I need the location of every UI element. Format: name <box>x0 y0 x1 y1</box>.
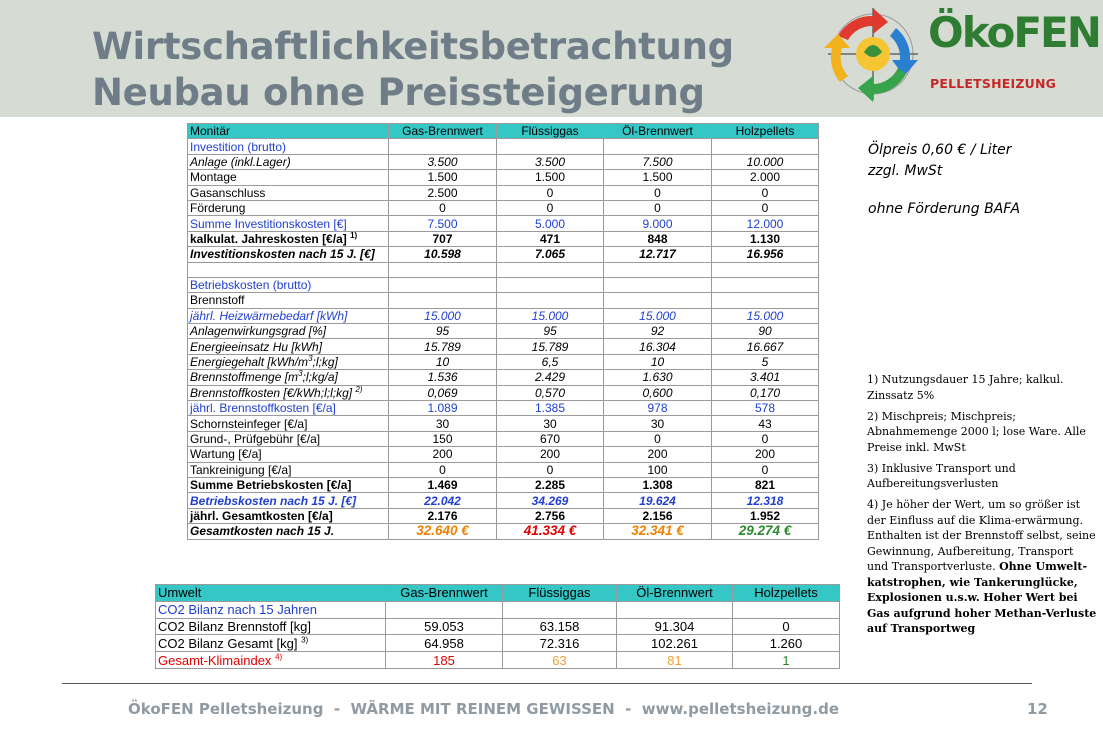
cell-value: 12.717 <box>604 247 712 262</box>
table-header-row <box>188 124 819 139</box>
table-row <box>188 385 819 400</box>
cell-value: 2.756 <box>497 508 604 523</box>
table-row <box>188 493 819 508</box>
row-label: Montage <box>188 170 389 185</box>
cell-value: 59.053 <box>386 618 503 635</box>
cell-value: 16.956 <box>712 247 819 262</box>
cell-value: 3.401 <box>712 370 819 385</box>
cell-value: 10 <box>604 354 712 369</box>
cell-value: 2.429 <box>497 370 604 385</box>
table-row <box>156 652 840 669</box>
row-label: jährl. Brennstoffkosten [€/a] <box>188 401 389 416</box>
cell-value: 0 <box>604 200 712 215</box>
cell-value: 5.000 <box>497 216 604 231</box>
column-header: Holzpellets <box>712 124 819 139</box>
table-row <box>188 262 819 277</box>
slide-title <box>92 24 734 116</box>
row-label: Anlage (inkl.Lager) <box>188 154 389 169</box>
cell-value: 0 <box>497 462 604 477</box>
cell-value: 15.000 <box>497 308 604 323</box>
cell-value: 12.318 <box>712 493 819 508</box>
column-header: Gas-Brennwert <box>386 585 503 602</box>
cell-value: 90 <box>712 324 819 339</box>
cell-value: 0 <box>712 200 819 215</box>
cell-value: 7.500 <box>604 154 712 169</box>
table-row <box>188 354 819 369</box>
table-row <box>188 416 819 431</box>
cell-value: 64.958 <box>386 635 503 652</box>
footnotes <box>867 372 1097 642</box>
cell-value: 200 <box>389 447 497 462</box>
cell-value: 0,069 <box>389 385 497 400</box>
row-label: Summe Betriebskosten [€/a] <box>188 477 389 492</box>
column-header: Flüssiggas <box>503 585 617 602</box>
cell-value: 41.334 € <box>497 524 604 539</box>
row-label: Investitionskosten nach 15 J. [€] <box>188 247 389 262</box>
cell-value: 1.260 <box>733 635 840 652</box>
cell-value: 0,570 <box>497 385 604 400</box>
section-label: Betriebskosten (brutto) <box>188 277 389 292</box>
cell-value: 32.640 € <box>389 524 497 539</box>
table-row <box>188 277 819 292</box>
cell-value: 9.000 <box>604 216 712 231</box>
cell-value: 1.500 <box>604 170 712 185</box>
cell-value: 578 <box>712 401 819 416</box>
row-label: Wartung [€/a] <box>188 447 389 462</box>
row-label: Förderung <box>188 200 389 215</box>
cell-value: 0 <box>712 185 819 200</box>
row-label: Anlagenwirkungsgrad [%] <box>188 324 389 339</box>
row-label: CO2 Bilanz Gesamt [kg] $^{3)}$ <box>156 635 386 652</box>
table-row <box>188 339 819 354</box>
cell-value: 92 <box>604 324 712 339</box>
cell-value: 34.269 <box>497 493 604 508</box>
cell-value: 1.385 <box>497 401 604 416</box>
cell-value: 30 <box>604 416 712 431</box>
table-row <box>188 508 819 523</box>
table-row <box>188 477 819 492</box>
cell-value: 19.624 <box>604 493 712 508</box>
bafa-note: ohne Förderung BAFA <box>868 201 1021 217</box>
footnote-3: 3) Inklusive Transport und Aufbereitungsverlusten <box>867 461 1016 490</box>
cell-value: 0 <box>604 431 712 446</box>
table-row <box>156 601 840 618</box>
cell-value: 0 <box>389 200 497 215</box>
row-label: Tankreinigung [€/a] <box>188 462 389 477</box>
cell-value: 150 <box>389 431 497 446</box>
cell-value: 0,600 <box>604 385 712 400</box>
cell-value: 29.274 € <box>712 524 819 539</box>
cell-value: 30 <box>389 416 497 431</box>
table-row <box>188 293 819 308</box>
cell-value: 2.176 <box>389 508 497 523</box>
cell-value: 848 <box>604 231 712 246</box>
footer-text: ÖkoFEN Pelletsheizung - WÄRME MIT REINEM GEWISSEN - www.pelletsheizung.de <box>128 700 840 718</box>
economic-table <box>187 123 819 540</box>
cell-value: 10 <box>389 354 497 369</box>
footer-divider <box>62 683 1032 684</box>
cell-value: 95 <box>497 324 604 339</box>
row-label: Gasanschluss <box>188 185 389 200</box>
cell-value: 12.000 <box>712 216 819 231</box>
cell-value: 5 <box>712 354 819 369</box>
table-header-row <box>156 585 840 602</box>
note-line: zzgl. MwSt <box>868 163 943 179</box>
logo-subtitle: PELLETSHEIZUNG <box>930 76 1057 91</box>
cell-value: 1.130 <box>712 231 819 246</box>
footnote-2: 2) Mischpreis; Mischpreis; Abnahmemenge 2000 l; lose Ware. Alle Preise inkl. MwSt <box>867 409 1086 454</box>
cell-value: 200 <box>604 447 712 462</box>
row-label: Gesamtkosten nach 15 J. <box>188 524 389 539</box>
table-row <box>156 618 840 635</box>
row-label: jährl. Heizwärmebedarf [kWh] <box>188 308 389 323</box>
footnote-1: 1) Nutzungsdauer 15 Jahre; kalkul. Zinssatz 5% <box>867 373 1064 402</box>
table-row <box>188 324 819 339</box>
cell-value: 0 <box>604 185 712 200</box>
row-label: kalkulat. Jahreskosten [€/a] $^{1)}$ <box>188 231 389 246</box>
row-label: Brennstoffkosten [€/kWh;l;l;kg] $^{2)}$ <box>188 385 389 400</box>
row-label: Energiegehalt $[kWh/m^3;l;kg]$ <box>188 354 389 369</box>
cell-value: 95 <box>389 324 497 339</box>
environment-table <box>155 584 840 669</box>
cell-value: 1.500 <box>389 170 497 185</box>
cell-value: 1.500 <box>497 170 604 185</box>
cell-value: 0 <box>712 431 819 446</box>
row-label: Gesamt-Klimaindex $^{4)}$ <box>156 652 386 669</box>
page-number: 12 <box>1027 700 1048 718</box>
title-line-2: Neubau ohne Preissteigerung <box>92 71 705 114</box>
cell-value: 821 <box>712 477 819 492</box>
row-label: jährl. Gesamtkosten [€/a] <box>188 508 389 523</box>
cell-value: 102.261 <box>617 635 733 652</box>
cell-value: 471 <box>497 231 604 246</box>
table-row <box>188 216 819 231</box>
cell-value: 3.500 <box>497 154 604 169</box>
cell-value: 1.469 <box>389 477 497 492</box>
cell-value: 7.065 <box>497 247 604 262</box>
row-label: Betriebskosten nach 15 J. [€] <box>188 493 389 508</box>
cell-value: 1.952 <box>712 508 819 523</box>
cell-value: 16.304 <box>604 339 712 354</box>
cell-value: 200 <box>497 447 604 462</box>
table-row <box>188 200 819 215</box>
table-row <box>156 635 840 652</box>
cell-value: 32.341 € <box>604 524 712 539</box>
table-row <box>188 154 819 169</box>
table-row <box>188 247 819 262</box>
cell-value: 1 <box>733 652 840 669</box>
cell-value: 30 <box>497 416 604 431</box>
table-row <box>188 139 819 154</box>
cell-value: 15.000 <box>712 308 819 323</box>
row-label: Energieeinsatz Hu [kWh] <box>188 339 389 354</box>
cell-value: 15.789 <box>497 339 604 354</box>
cell-value: 63.158 <box>503 618 617 635</box>
cell-value: 0 <box>733 618 840 635</box>
cell-value: 200 <box>712 447 819 462</box>
row-label: Brennstoffmenge $[m^3;l;kg/a]$ <box>188 370 389 385</box>
cell-value: 2.000 <box>712 170 819 185</box>
cell-value: 81 <box>617 652 733 669</box>
column-header: Monitär <box>188 124 389 139</box>
cell-value: 7.500 <box>389 216 497 231</box>
table-row <box>188 431 819 446</box>
column-header: Flüssiggas <box>497 124 604 139</box>
cell-value: 707 <box>389 231 497 246</box>
cell-value: 2.156 <box>604 508 712 523</box>
cell-value: 10.598 <box>389 247 497 262</box>
table-row <box>188 231 819 246</box>
cell-value: 0 <box>389 462 497 477</box>
cell-value: 43 <box>712 416 819 431</box>
cell-value: 0 <box>712 462 819 477</box>
cell-value: 0,170 <box>712 385 819 400</box>
column-header: Gas-Brennwert <box>389 124 497 139</box>
cell-value: 63 <box>503 652 617 669</box>
section-label: Investition (brutto) <box>188 139 389 154</box>
footnote-4: 4) Je höher der Wert, um so größer ist der Einfluss auf die Klima-erwärmung. Enthalten ist der Brennstoff selbst, seine Gewinnung, Aufbereitung, Transport und Transportverluste. Ohne Umwelt-katstrophen, wie Tankerunglücke, Explosionen u.s.w. Hoher Wert bei Gas aufgrund hoher Methan-Verluste auf Transportweg <box>867 498 1097 635</box>
column-header: Umwelt <box>156 585 386 602</box>
cell-value: 0 <box>497 200 604 215</box>
row-label: Grund-, Prüfgebühr [€/a] <box>188 431 389 446</box>
cell-value: 72.316 <box>503 635 617 652</box>
column-header: Holzpellets <box>733 585 840 602</box>
cell-value: 670 <box>497 431 604 446</box>
row-label: Schornsteinfeger [€/a] <box>188 416 389 431</box>
logo-text: ÖkoFEN <box>928 8 1100 57</box>
cell-value: 15.000 <box>389 308 497 323</box>
column-header: Öl-Brennwert <box>617 585 733 602</box>
table-row <box>188 370 819 385</box>
row-label: Brennstoff <box>188 293 389 308</box>
table-row <box>188 462 819 477</box>
cell-value: 15.789 <box>389 339 497 354</box>
table-row <box>188 170 819 185</box>
row-label: CO2 Bilanz Brennstoff [kg] <box>156 618 386 635</box>
cell-value: 100 <box>604 462 712 477</box>
row-label: Summe Investitionskosten [€] <box>188 216 389 231</box>
cell-value: 185 <box>386 652 503 669</box>
cell-value: 2.285 <box>497 477 604 492</box>
cell-value: 1.308 <box>604 477 712 492</box>
cell-value: 6,5 <box>497 354 604 369</box>
cell-value: 3.500 <box>389 154 497 169</box>
cell-value: 2.500 <box>389 185 497 200</box>
table-row <box>188 401 819 416</box>
section-label: CO2 Bilanz nach 15 Jahren <box>156 601 386 618</box>
cell-value: 1.089 <box>389 401 497 416</box>
cell-value: 1.536 <box>389 370 497 385</box>
oil-price-note <box>868 140 1012 182</box>
note-line: Ölpreis 0,60 € / Liter <box>868 142 1012 158</box>
cell-value: 978 <box>604 401 712 416</box>
title-line-1: Wirtschaftlichkeitsbetrachtung <box>92 25 734 68</box>
cell-value: 10.000 <box>712 154 819 169</box>
table-row <box>188 447 819 462</box>
table-row <box>188 185 819 200</box>
cell-value: 22.042 <box>389 493 497 508</box>
cell-value: 15.000 <box>604 308 712 323</box>
cell-value: 0 <box>497 185 604 200</box>
cell-value: 91.304 <box>617 618 733 635</box>
cell-value: 16.667 <box>712 339 819 354</box>
column-header: Öl-Brennwert <box>604 124 712 139</box>
table-row <box>188 308 819 323</box>
table-row <box>188 524 819 539</box>
cell-value: 1.630 <box>604 370 712 385</box>
